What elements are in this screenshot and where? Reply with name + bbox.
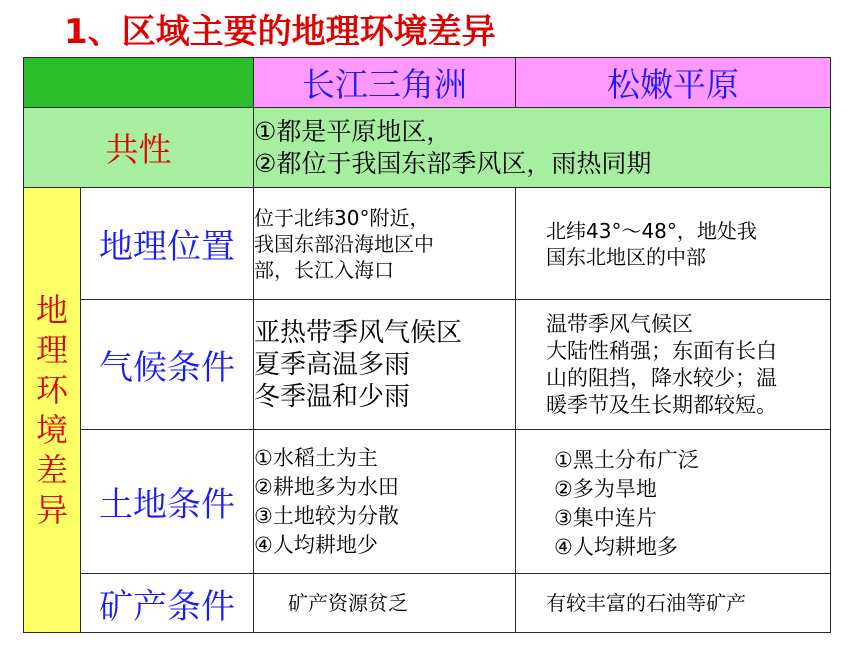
text-line: ③集中连片 — [554, 506, 657, 530]
row-climate — [24, 300, 831, 430]
text-line: 暖季节及生长期都较短。 — [546, 392, 777, 417]
row-minerals — [24, 574, 831, 633]
climate-changjiang — [254, 300, 516, 430]
slide-title: 1、区域主要的地理环境差异 — [64, 12, 496, 52]
text-line: 国东北地区的中部 — [546, 244, 706, 269]
row-location — [24, 188, 831, 300]
text-line: ②耕地多为水田 — [254, 474, 399, 499]
row-label-land: 土地条件 — [81, 430, 254, 574]
row-label-climate: 气候条件 — [81, 300, 254, 430]
text-line: 我国东部沿海地区中 — [254, 231, 434, 256]
land-changjiang — [254, 430, 516, 574]
text-line: 位于北纬30°附近， — [254, 205, 430, 230]
text-line: 北纬43°～48°，地处我 — [546, 218, 757, 243]
location-songnen — [516, 188, 831, 300]
text-line: ③土地较为分散 — [254, 503, 399, 528]
text-line: 矿产资源贫乏 — [288, 591, 408, 615]
land-songnen — [516, 430, 831, 574]
common-text — [254, 108, 831, 188]
row-label-minerals: 矿产条件 — [81, 574, 254, 633]
text-line: ①黑土分布广泛 — [554, 448, 699, 472]
climate-songnen — [516, 300, 831, 430]
text-line: ①水稻土为主 — [254, 445, 378, 470]
column-header-songnen: 松嫩平原 — [516, 58, 831, 108]
row-label-location: 地理位置 — [81, 188, 254, 300]
common-line-1: ①都是平原地区， — [254, 116, 452, 146]
text-line: ④人均耕地少 — [254, 532, 378, 557]
header-row — [24, 58, 831, 108]
row-land — [24, 430, 831, 574]
minerals-songnen — [516, 574, 831, 633]
text-line: 大陆性稍强；东面有长白 — [546, 338, 777, 363]
minerals-changjiang — [254, 574, 516, 633]
text-line: 有较丰富的石油等矿产 — [546, 591, 746, 615]
corner-cell — [24, 58, 254, 108]
location-changjiang — [254, 188, 516, 300]
text-line: 夏季高温多雨 — [254, 349, 411, 380]
text-line: 冬季温和少雨 — [254, 381, 411, 412]
column-header-changjiang: 长江三角洲 — [254, 58, 516, 108]
text-line: 山的阻挡，降水较少；温 — [546, 365, 777, 390]
common-label: 共性 — [24, 108, 254, 188]
common-line-2: ②都位于我国东部季风区，雨热同期 — [254, 148, 652, 178]
text-line: 温带季风气候区 — [546, 311, 693, 336]
text-line: ②多为旱地 — [554, 477, 657, 501]
common-row — [24, 108, 831, 188]
text-line: 部，长江入海口 — [254, 257, 394, 282]
text-line: 亚热带季风气候区 — [254, 317, 463, 348]
side-label: 地理环境差异 — [24, 188, 81, 633]
text-line: ④人均耕地多 — [554, 535, 678, 559]
comparison-table — [23, 57, 831, 633]
